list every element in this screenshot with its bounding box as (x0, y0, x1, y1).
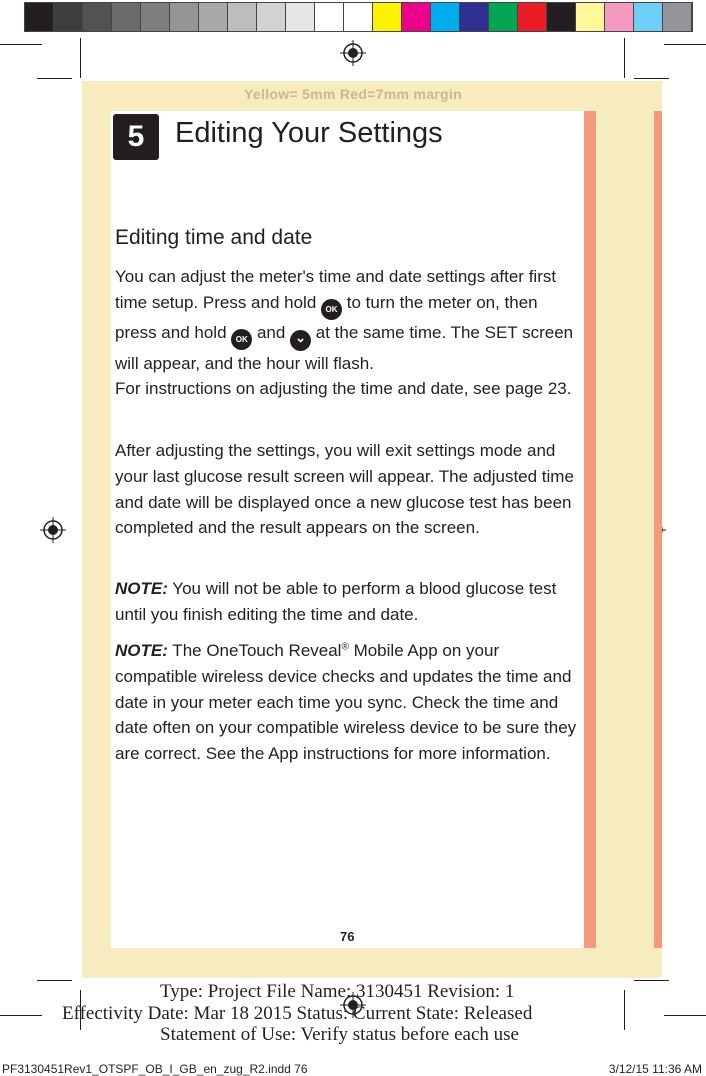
color-swatch (605, 3, 634, 31)
ok-button-icon: OK (231, 329, 252, 350)
color-swatch (25, 3, 54, 31)
crop-mark (634, 78, 669, 79)
red-margin-strip (584, 111, 596, 948)
paragraph-reference: For instructions on adjusting the time and date, see page 23. (115, 379, 572, 398)
red-margin-strip (654, 111, 662, 948)
color-swatch (344, 3, 373, 31)
color-swatch (112, 3, 141, 31)
color-swatch (54, 3, 83, 31)
chapter-title: Editing Your Settings (175, 117, 443, 149)
color-swatch (663, 3, 692, 31)
color-calibration-bar (24, 2, 693, 32)
color-swatch (170, 3, 199, 31)
crop-mark (634, 980, 669, 981)
color-swatch (199, 3, 228, 31)
crop-mark (37, 78, 72, 79)
section-heading: Editing time and date (115, 226, 313, 249)
color-swatch (402, 3, 431, 31)
color-swatch (460, 3, 489, 31)
color-swatch (547, 3, 576, 31)
page-number: 76 (340, 929, 355, 944)
color-swatch (489, 3, 518, 31)
crop-mark (624, 990, 625, 1030)
slug-line: Type: Project File Name: 3130451 Revision: 1 (160, 981, 515, 1002)
paragraph-after-adjusting: After adjusting the settings, you will exit settings mode and your last glucose result screen will appear. The adjusted time and date will be displayed once a new glucose test has been completed and the result appears on the screen. (115, 441, 574, 538)
note-paragraph: NOTE: You will not be able to perform a blood glucose test until you finish editing the time and date. (115, 579, 557, 624)
registration-mark-icon (40, 517, 66, 543)
margin-note: Yellow= 5mm Red=7mm margin (244, 86, 462, 102)
color-swatch (141, 3, 170, 31)
note-label: NOTE: (115, 641, 168, 660)
ok-button-icon: OK (321, 299, 342, 320)
note-label: NOTE: (115, 579, 168, 598)
file-name: PF3130451Rev1_OTSPF_OB_I_GB_en_zug_R2.indd 76 (2, 1062, 308, 1076)
color-swatch (286, 3, 315, 31)
color-swatch (576, 3, 605, 31)
color-swatch (373, 3, 402, 31)
note-paragraph: NOTE: The OneTouch Reveal® Mobile App on your compatible wireless device checks and updates the time and date in your meter each time you sync. Check the time and date often on your compatible wireless device to be sure they are correct. See the App instructions for more information. (115, 641, 577, 764)
crop-mark (624, 38, 625, 78)
crop-mark (80, 38, 81, 78)
color-swatch (634, 3, 663, 31)
slug-line: Statement of Use: Verify status before each use (160, 1024, 519, 1045)
crop-mark (37, 980, 72, 981)
slug-line: Effectivity Date: Mar 18 2015 Status: Current State: Released (62, 1003, 533, 1024)
file-timestamp: 3/12/15 11:36 AM (608, 1062, 702, 1076)
crop-mark (0, 44, 42, 45)
crop-mark (664, 1015, 706, 1016)
color-swatch (228, 3, 257, 31)
color-swatch (431, 3, 460, 31)
down-button-icon: ⌄ (290, 330, 311, 351)
color-swatch (518, 3, 547, 31)
color-swatch (83, 3, 112, 31)
chapter-number-badge: 5 (113, 114, 159, 160)
paragraph-instructions: You can adjust the meter's time and date settings after first time setup. Press and hold OK to turn the meter on, then press and hold OK and ⌄ at the same time. The SET screen will appear, and the hour will flash. (115, 267, 574, 373)
registration-mark-icon (340, 40, 366, 66)
crop-mark (664, 44, 706, 45)
color-swatch (315, 3, 344, 31)
color-swatch (257, 3, 286, 31)
crop-mark (0, 1015, 42, 1016)
